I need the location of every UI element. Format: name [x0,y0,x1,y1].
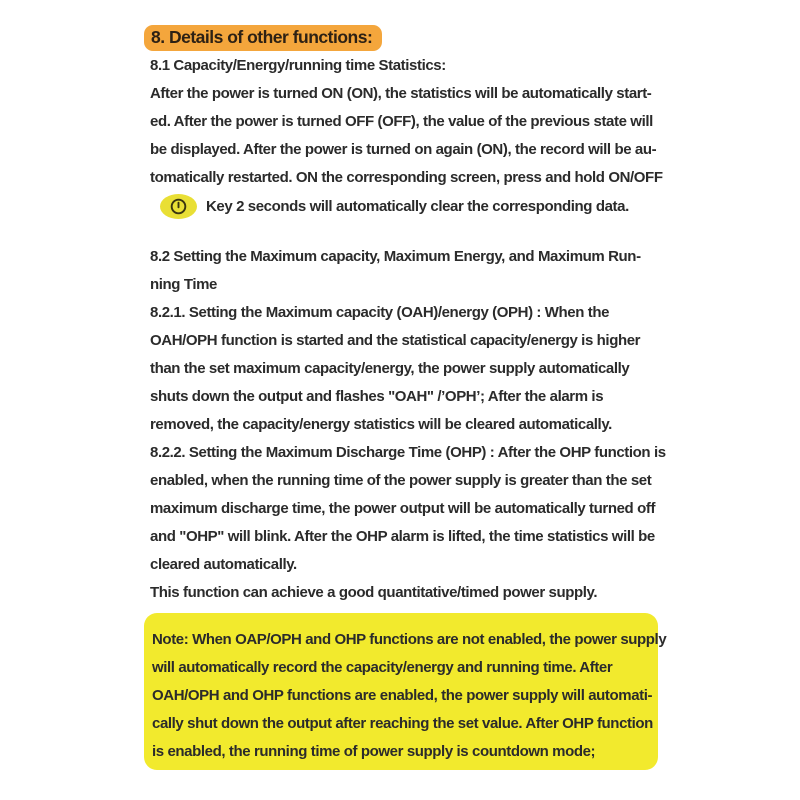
text-line: 8.2 Setting the Maximum capacity, Maximum Energy, and Maximum Run- [150,248,641,265]
text-line: After the power is turned ON (ON), the statistics will be automatically start- [150,85,652,102]
text-line: than the set maximum capacity/energy, the power supply automatically [150,360,630,377]
section-8-1-heading: 8.1 Capacity/Energy/running time Statistics: [150,57,446,74]
text-line: be displayed. After the power is turned on again (ON), the record will be au- [150,141,657,158]
text-line: OAH/OPH and OHP functions are enabled, the power supply will automati- [152,687,653,704]
text-line: enabled, when the running time of the power supply is greater than the set [150,472,652,489]
text-line: maximum discharge time, the power output will be automatically turned off [150,500,656,517]
section-8-2-paragraph [150,243,666,607]
text-line: and "OHP" will blink. After the OHP alarm is lifted, the time statistics will be [150,528,655,545]
text-line: removed, the capacity/energy statistics will be cleared automatically. [150,416,612,433]
section-title: 8. Details of other functions: [144,25,382,51]
text-line: cally shut down the output after reaching the set value. After OHP function [152,715,653,732]
text-line: tomatically restarted. ON the corresponding screen, press and hold ON/OFF [150,169,663,186]
power-key-icon [160,194,197,219]
text-line: shuts down the output and flashes "OAH" /’OPH’; After the alarm is [150,388,604,405]
text-line: This function can achieve a good quantitative/timed power supply. [150,584,598,601]
text-line: ning Time [150,276,217,293]
note-box [144,613,667,770]
note-paragraph [152,626,667,766]
key-instruction-text: Key 2 seconds will automatically clear the corresponding data. [206,197,629,215]
section-8-1-paragraph [150,80,663,192]
text-line: is enabled, the running time of power supply is countdown mode; [152,743,596,760]
key-instruction-line [150,192,663,220]
text-line: ed. After the power is turned OFF (OFF), the value of the previous state will [150,113,653,130]
section-8-2 [150,243,666,607]
text-line: OAH/OPH function is started and the statistical capacity/energy is higher [150,332,641,349]
text-line: will automatically record the capacity/energy and running time. After [152,659,613,676]
text-line: 8.2.2. Setting the Maximum Discharge Time (OHP) : After the OHP function is [150,444,666,461]
section-title-row [144,25,382,51]
text-line: Note: When OAP/OPH and OHP functions are not enabled, the power supply [152,631,667,648]
text-line: 8.2.1. Setting the Maximum capacity (OAH)/energy (OPH) : When the [150,304,610,321]
text-line: cleared automatically. [150,556,297,573]
section-8-1 [150,52,663,220]
